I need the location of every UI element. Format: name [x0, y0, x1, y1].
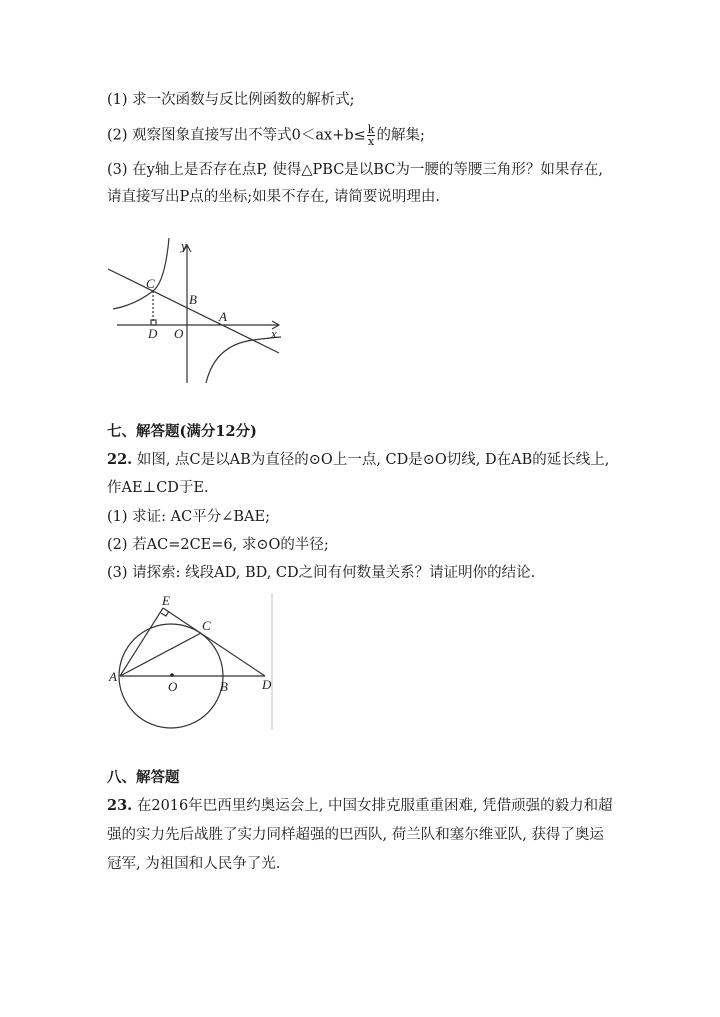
q23-line2: 强的实力先后战胜了实力同样超强的巴西队, 荷兰队和塞尔维亚队, 获得了奥运: [107, 827, 604, 843]
line-AC: [120, 633, 201, 676]
function-graph-figure: [108, 238, 281, 383]
label-A: A: [109, 669, 117, 684]
label-D: D: [148, 326, 158, 341]
q22-line1: [107, 450, 609, 470]
q23-text: 在2016年巴西里约奥运会上, 中国女排克服重重困难, 凭借顽强的毅力和超: [132, 798, 613, 814]
q23-line3: 冠军, 为祖国和人民争了光.: [107, 856, 281, 872]
hyperbola-lower-branch: [206, 337, 281, 383]
q21-part1: (1) 求一次函数与反比例函数的解析式;: [107, 92, 355, 108]
q21-part2-suffix: 的解集;: [376, 127, 425, 144]
q21-part2-prefix: (2) 观察图象直接写出不等式0＜ax+b≤: [107, 127, 366, 144]
center-point-O: [170, 673, 174, 677]
q23-line1: [107, 796, 613, 816]
q22-text: 如图, 点C是以AB为直径的⊙O上一点, CD是⊙O切线, D在AB的延长线上,: [132, 452, 610, 468]
line-AE: [120, 608, 163, 676]
fraction-denominator: x: [368, 135, 375, 148]
label-O: O: [168, 679, 178, 694]
label-C: C: [202, 618, 211, 633]
label-A: A: [219, 309, 227, 324]
q21-part3-line1: (3) 在y轴上是否存在点P, 使得△PBC是以BC为一腰的等腰三角形？如果存在,: [107, 162, 603, 178]
section8-heading: 八、解答题: [107, 769, 180, 786]
q22-part1: (1) 求证: AC平分∠BAE;: [107, 509, 270, 525]
label-B: B: [220, 679, 228, 694]
label-B: B: [189, 292, 197, 307]
label-y: y: [181, 238, 187, 253]
label-E: E: [162, 593, 170, 608]
label-O: O: [174, 326, 184, 341]
q23-number: 23.: [107, 797, 133, 814]
q22-number: 22.: [107, 451, 133, 468]
label-D: D: [262, 677, 272, 692]
q21-part3-line2: 请直接写出P点的坐标;如果不存在, 请简要说明理由.: [107, 189, 440, 205]
label-C: C: [146, 276, 155, 291]
section7-heading: 七、解答题(满分12分): [107, 423, 257, 440]
fraction-numerator: k: [367, 123, 375, 136]
q22-part2: (2) 若AC=2CE=6, 求⊙O的半径;: [107, 537, 329, 553]
label-x: x: [271, 326, 277, 341]
q22-line2: 作AE⊥CD于E.: [107, 480, 209, 496]
circle-figure: [119, 593, 272, 730]
hyperbola-upper-branch: [113, 238, 169, 309]
q22-part3: (3) 请探索: 线段AD, BD, CD之间有何数量关系？请证明你的结论.: [107, 565, 536, 581]
line-ED: [163, 608, 265, 676]
